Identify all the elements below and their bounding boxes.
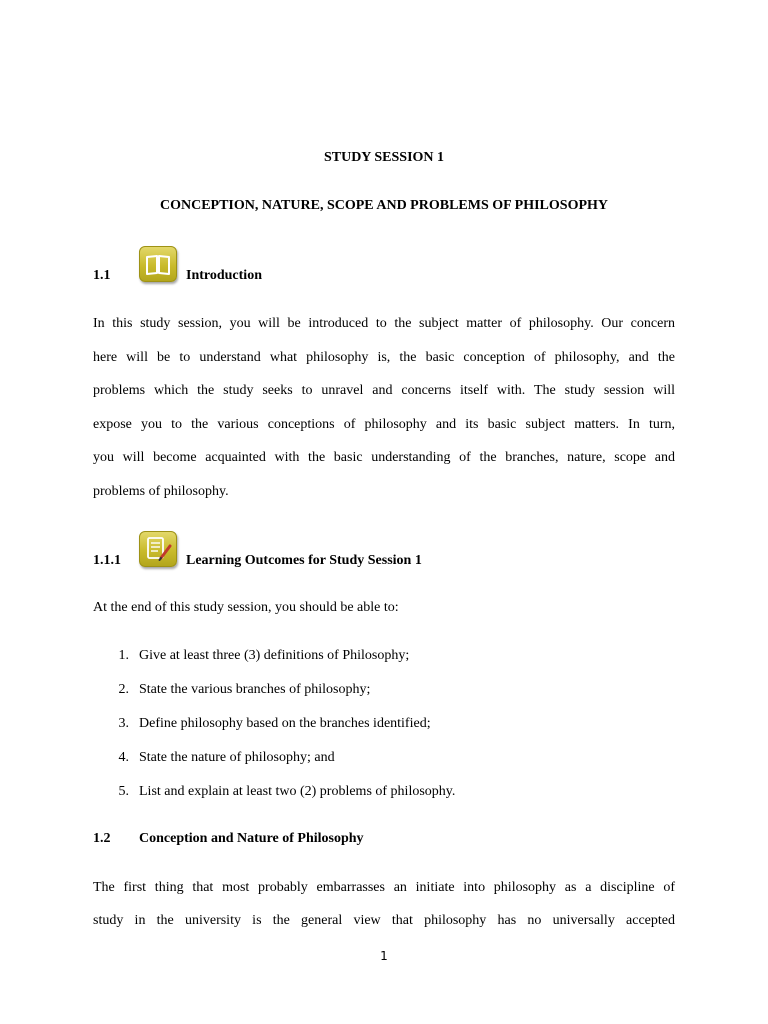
list-item-text: State the nature of philosophy; and [139,750,335,765]
section-number: 1.1.1 [93,553,121,568]
list-item-text: State the various branches of philosophy; [139,682,371,697]
notepad-pencil-icon [139,531,177,567]
list-item-number: 2. [118,682,129,697]
paragraph-line: here will be to understand what philosophy is, the basic conception of philosophy, and the [93,350,675,365]
paragraph-line: The first thing that most probably embarrasses an initiate into philosophy as a discipline of [93,880,675,895]
section-number: 1.1 [93,268,111,283]
paragraph-line: In this study session, you will be introduced to the subject matter of philosophy. Our concern [93,316,675,331]
book-icon [139,246,177,282]
section-label: Introduction [186,268,262,283]
list-item-number: 4. [118,750,129,765]
list-item-text: Give at least three (3) definitions of Philosophy; [139,648,410,663]
section-label: Learning Outcomes for Study Session 1 [186,553,422,568]
paragraph-line: problems of philosophy. [93,484,229,499]
section-number: 1.2 [93,831,111,846]
section-heading-conception [93,831,493,851]
paragraph-line: study in the university is the general view that philosophy has no universally accepted [93,913,675,928]
section-label: Conception and Nature of Philosophy [139,831,364,846]
page-title: STUDY SESSION 1 [323,150,445,165]
paragraph-line: problems which the study seeks to unravel and concerns itself with. The study session will [93,383,675,398]
list-item-text: Define philosophy based on the branches identified; [139,716,431,731]
page-subtitle: CONCEPTION, NATURE, SCOPE AND PROBLEMS OF PHILOSOPHY [159,198,609,213]
list-item-number: 1. [118,648,129,663]
paragraph-line: you will become acquainted with the basic understanding of the branches, nature, scope and [93,450,675,465]
paragraph-line: expose you to the various conceptions of philosophy and its basic subject matters. In turn, [93,417,675,432]
list-item-number: 5. [118,784,129,799]
section-heading-introduction [93,268,393,288]
list-item-number: 3. [118,716,129,731]
list-item-text: List and explain at least two (2) problems of philosophy. [139,784,456,799]
page-number: 1 [380,949,388,963]
outcomes-lead: At the end of this study session, you should be able to: [93,600,399,615]
